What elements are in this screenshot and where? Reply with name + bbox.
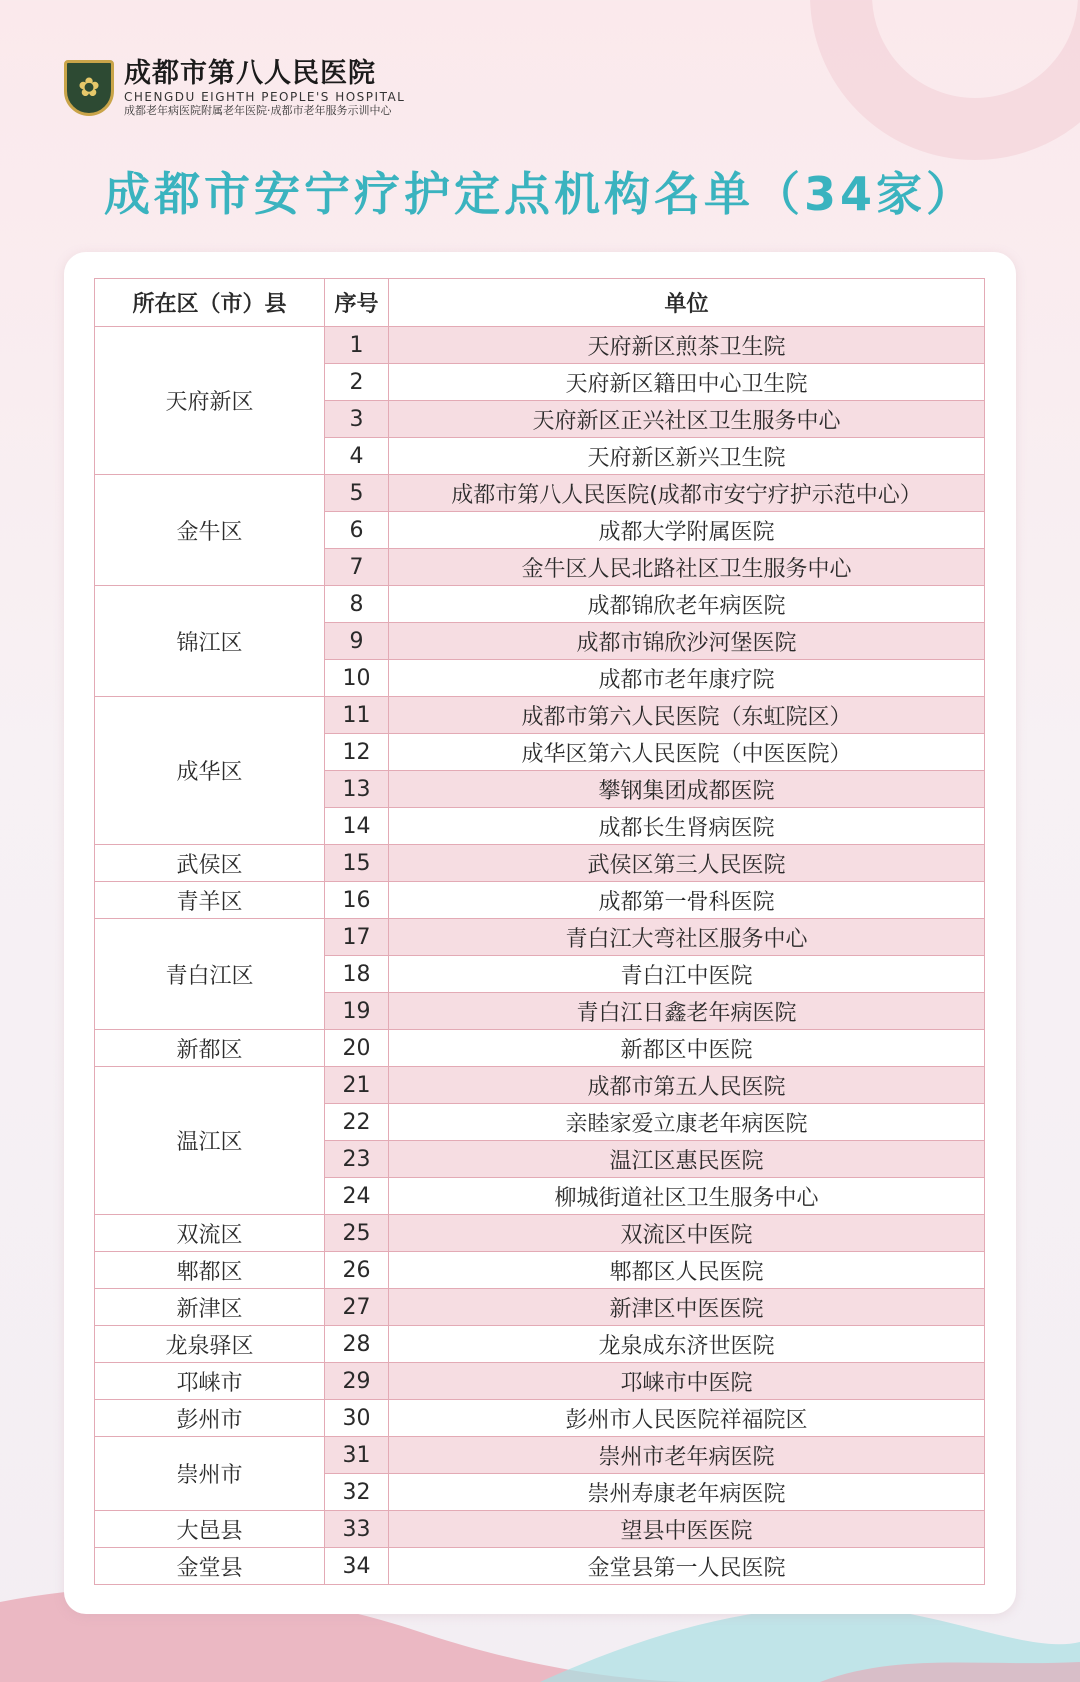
district-cell: 新都区 — [95, 1030, 325, 1067]
district-cell: 双流区 — [95, 1215, 325, 1252]
seq-cell: 27 — [325, 1289, 389, 1326]
unit-cell: 新津区中医医院 — [389, 1289, 985, 1326]
seq-cell: 10 — [325, 660, 389, 697]
district-cell: 邛崃市 — [95, 1363, 325, 1400]
unit-cell: 成都市第八人民医院(成都市安宁疗护示范中心） — [389, 475, 985, 512]
unit-cell: 天府新区煎茶卫生院 — [389, 327, 985, 364]
table-row — [95, 1067, 985, 1104]
unit-cell: 成都市第五人民医院 — [389, 1067, 985, 1104]
district-cell: 崇州市 — [95, 1437, 325, 1511]
table-row — [95, 882, 985, 919]
table-row — [95, 1030, 985, 1067]
table-row — [95, 1363, 985, 1400]
unit-cell: 天府新区正兴社区卫生服务中心 — [389, 401, 985, 438]
seq-cell: 1 — [325, 327, 389, 364]
district-cell: 青白江区 — [95, 919, 325, 1030]
unit-cell: 成都市第六人民医院（东虹院区） — [389, 697, 985, 734]
district-cell: 天府新区 — [95, 327, 325, 475]
seq-cell: 12 — [325, 734, 389, 771]
unit-cell: 天府新区新兴卫生院 — [389, 438, 985, 475]
unit-cell: 温江区惠民医院 — [389, 1141, 985, 1178]
table-row — [95, 1252, 985, 1289]
unit-cell: 双流区中医院 — [389, 1215, 985, 1252]
seq-cell: 2 — [325, 364, 389, 401]
unit-cell: 成都市锦欣沙河堡医院 — [389, 623, 985, 660]
seq-cell: 21 — [325, 1067, 389, 1104]
unit-cell: 金牛区人民北路社区卫生服务中心 — [389, 549, 985, 586]
hospital-emblem-icon: ✿ — [64, 60, 114, 116]
table-header-row — [95, 279, 985, 327]
unit-cell: 望县中医医院 — [389, 1511, 985, 1548]
seq-cell: 26 — [325, 1252, 389, 1289]
unit-cell: 成都长生肾病医院 — [389, 808, 985, 845]
unit-cell: 青白江中医院 — [389, 956, 985, 993]
seq-cell: 4 — [325, 438, 389, 475]
table-body — [95, 327, 985, 1585]
district-cell: 龙泉驿区 — [95, 1326, 325, 1363]
hospital-subtitle: 成都老年病医院附属老年医院·成都市老年服务示训中心 — [124, 104, 392, 117]
page-title: 成都市安宁疗护定点机构名单（34家） — [103, 167, 976, 221]
district-cell: 金牛区 — [95, 475, 325, 586]
seq-cell: 34 — [325, 1548, 389, 1585]
district-cell: 成华区 — [95, 697, 325, 845]
district-cell: 青羊区 — [95, 882, 325, 919]
seq-cell: 16 — [325, 882, 389, 919]
district-cell: 武侯区 — [95, 845, 325, 882]
seq-cell: 13 — [325, 771, 389, 808]
unit-cell: 成都市老年康疗院 — [389, 660, 985, 697]
unit-cell: 龙泉成东济世医院 — [389, 1326, 985, 1363]
district-cell: 郫都区 — [95, 1252, 325, 1289]
seq-cell: 30 — [325, 1400, 389, 1437]
header-unit: 单位 — [389, 279, 985, 327]
seq-cell: 22 — [325, 1104, 389, 1141]
unit-cell: 成都大学附属医院 — [389, 512, 985, 549]
table-row — [95, 327, 985, 364]
seq-cell: 25 — [325, 1215, 389, 1252]
table-row — [95, 1326, 985, 1363]
unit-cell: 柳城街道社区卫生服务中心 — [389, 1178, 985, 1215]
unit-cell: 攀钢集团成都医院 — [389, 771, 985, 808]
seq-cell: 8 — [325, 586, 389, 623]
table-row — [95, 1400, 985, 1437]
table-row — [95, 1511, 985, 1548]
seq-cell: 18 — [325, 956, 389, 993]
seq-cell: 3 — [325, 401, 389, 438]
unit-cell: 邛崃市中医院 — [389, 1363, 985, 1400]
hospital-logo — [64, 58, 405, 118]
district-cell: 新津区 — [95, 1289, 325, 1326]
header-district: 所在区（市）县 — [95, 279, 325, 327]
hospital-name: 成都市第八人民医院 — [124, 58, 376, 89]
table-row — [95, 697, 985, 734]
district-cell: 彭州市 — [95, 1400, 325, 1437]
seq-cell: 7 — [325, 549, 389, 586]
seq-cell: 9 — [325, 623, 389, 660]
seq-cell: 33 — [325, 1511, 389, 1548]
district-cell: 大邑县 — [95, 1511, 325, 1548]
seq-cell: 17 — [325, 919, 389, 956]
unit-cell: 成都锦欣老年病医院 — [389, 586, 985, 623]
unit-cell: 青白江日鑫老年病医院 — [389, 993, 985, 1030]
seq-cell: 14 — [325, 808, 389, 845]
table-row — [95, 919, 985, 956]
seq-cell: 29 — [325, 1363, 389, 1400]
unit-cell: 成华区第六人民医院（中医医院） — [389, 734, 985, 771]
hospital-english-name: CHENGDU EIGHTH PEOPLE'S HOSPITAL — [124, 90, 406, 104]
background-ring — [810, 0, 1080, 160]
unit-cell: 彭州市人民医院祥福院区 — [389, 1400, 985, 1437]
unit-cell: 崇州市老年病医院 — [389, 1437, 985, 1474]
unit-cell: 亲睦家爱立康老年病医院 — [389, 1104, 985, 1141]
list-card — [64, 252, 1016, 1614]
unit-cell: 成都第一骨科医院 — [389, 882, 985, 919]
table-row — [95, 1215, 985, 1252]
unit-cell: 武侯区第三人民医院 — [389, 845, 985, 882]
seq-cell: 31 — [325, 1437, 389, 1474]
seq-cell: 20 — [325, 1030, 389, 1067]
header-seq: 序号 — [325, 279, 389, 327]
table-row — [95, 1437, 985, 1474]
seq-cell: 32 — [325, 1474, 389, 1511]
seq-cell: 23 — [325, 1141, 389, 1178]
unit-cell: 郫都区人民医院 — [389, 1252, 985, 1289]
district-cell: 金堂县 — [95, 1548, 325, 1585]
district-cell: 锦江区 — [95, 586, 325, 697]
seq-cell: 11 — [325, 697, 389, 734]
table-row — [95, 475, 985, 512]
seq-cell: 5 — [325, 475, 389, 512]
district-cell: 温江区 — [95, 1067, 325, 1215]
unit-cell: 崇州寿康老年病医院 — [389, 1474, 985, 1511]
unit-cell: 青白江大弯社区服务中心 — [389, 919, 985, 956]
table-row — [95, 845, 985, 882]
unit-cell: 新都区中医院 — [389, 1030, 985, 1067]
unit-cell: 金堂县第一人民医院 — [389, 1548, 985, 1585]
table-row — [95, 1548, 985, 1585]
table-row — [95, 1289, 985, 1326]
unit-cell: 天府新区籍田中心卫生院 — [389, 364, 985, 401]
seq-cell: 6 — [325, 512, 389, 549]
hospital-logo-text — [124, 58, 405, 118]
seq-cell: 15 — [325, 845, 389, 882]
table-row — [95, 586, 985, 623]
seq-cell: 28 — [325, 1326, 389, 1363]
institution-table — [94, 278, 985, 1585]
seq-cell: 19 — [325, 993, 389, 1030]
seq-cell: 24 — [325, 1178, 389, 1215]
